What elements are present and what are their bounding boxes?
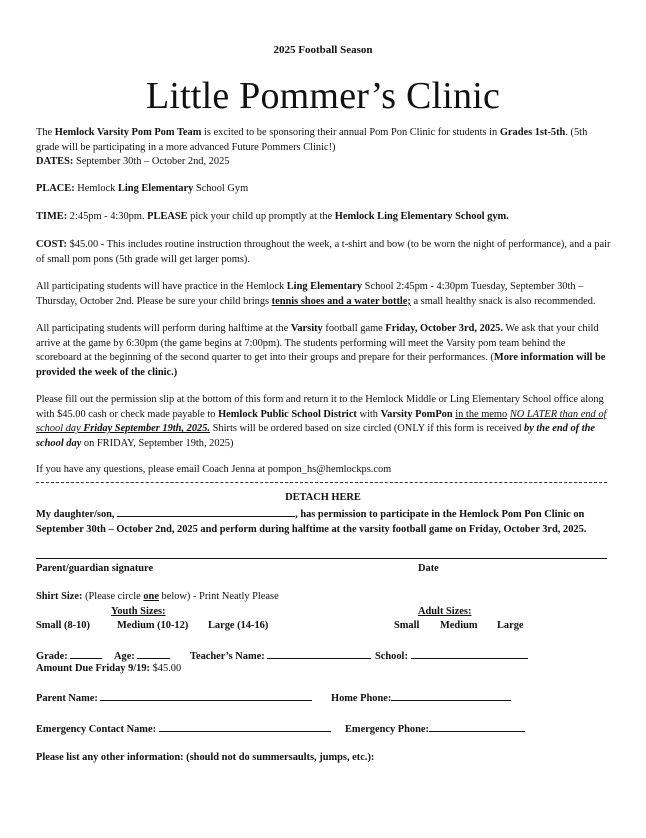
emergency-name-label: Emergency Contact Name: xyxy=(36,724,157,735)
permission-statement xyxy=(36,507,611,537)
emergency-phone-label: Emergency Phone: xyxy=(345,724,429,735)
dates-label: DATES: xyxy=(36,156,74,168)
home-phone-field[interactable] xyxy=(331,691,511,704)
time-label: TIME: xyxy=(36,211,68,222)
payee-text: Hemlock Public School District xyxy=(218,408,357,420)
other-info-label: Please list any other information: (should not do summersaults, jumps, etc.): xyxy=(36,752,375,763)
grade-field[interactable] xyxy=(36,649,102,662)
adult-sizes-label: Adult Sizes: xyxy=(418,606,472,617)
size-adult-small[interactable]: Small xyxy=(394,620,420,631)
age-field[interactable] xyxy=(114,649,170,662)
practice-text: School 2:45pm - 4:30pm Tuesday, September 30th – Thursday, October 2nd. Please be sure your child brings xyxy=(36,281,584,307)
parent-name-field[interactable] xyxy=(36,691,312,704)
place-label: PLACE: xyxy=(36,183,75,194)
bring-items: tennis shoes and a water bottle; xyxy=(271,295,411,307)
intro-text: is excited to be sponsoring their annual Pom Pon Clinic for students in xyxy=(201,127,500,138)
school-label: School: xyxy=(375,651,408,662)
teacher-field[interactable] xyxy=(190,649,371,662)
deadline-date: Friday September 19th, 2025. xyxy=(83,423,211,435)
grade-blank[interactable] xyxy=(70,649,102,659)
emergency-name-blank[interactable] xyxy=(159,722,331,732)
varsity-text: Varsity xyxy=(290,323,323,334)
place-text: Hemlock xyxy=(74,183,118,194)
deadline-note: by the end of the school day xyxy=(36,423,595,449)
home-phone-label: Home Phone: xyxy=(331,693,392,704)
shirt-size-label: Shirt Size: xyxy=(36,591,83,602)
place-text: School Gym xyxy=(193,183,249,194)
place-school: Ling Elementary xyxy=(117,183,194,194)
intro-text: The xyxy=(36,127,55,138)
size-youth-medium[interactable]: Medium (10-12) xyxy=(117,620,189,631)
age-label: Age: xyxy=(114,651,135,662)
signature-line[interactable] xyxy=(36,558,607,559)
detach-divider xyxy=(36,482,607,483)
teacher-label: Teacher’s Name: xyxy=(190,651,265,662)
emergency-phone-blank[interactable] xyxy=(429,722,525,732)
slip-text: with xyxy=(356,408,381,420)
cost-text: $45.00 - This includes routine instruction throughout the week, a t-shirt and bow (to be worn the night of performance), and a pair of small pom pons (5th grade will get larger poms). xyxy=(36,239,611,265)
amount-due xyxy=(36,663,181,674)
time-text: 2:45pm - 4:30pm. xyxy=(67,211,148,222)
perform-paragraph xyxy=(36,322,611,380)
practice-paragraph xyxy=(36,280,611,309)
cost-label: COST: xyxy=(36,239,67,250)
page-title: Little Pommer’s Clinic xyxy=(145,75,501,117)
permission-text: My daughter/son, xyxy=(36,509,118,520)
date-label: Date xyxy=(418,563,439,574)
child-name-field[interactable] xyxy=(117,507,295,517)
practice-text: a small healthy snack is also recommended. xyxy=(410,295,596,307)
more-info-text: More information will be provided the week of the clinic.) xyxy=(36,352,606,378)
size-youth-large[interactable]: Large (14-16) xyxy=(208,620,269,631)
size-youth-small[interactable]: Small (8-10) xyxy=(36,620,90,631)
practice-school: Ling Elementary xyxy=(286,281,363,292)
shirt-instructions: (Please circle xyxy=(82,591,144,602)
signature-label: Parent/guardian signature xyxy=(36,563,154,574)
grade-label: Grade: xyxy=(36,651,68,662)
please-text: PLEASE xyxy=(147,211,188,222)
shirt-instructions: below) - Print Neatly Please xyxy=(158,591,279,602)
dates-value: September 30th – October 2nd, 2025 xyxy=(73,156,230,168)
emergency-phone-field[interactable] xyxy=(345,722,525,735)
team-name: Hemlock Varsity Pom Pom Team xyxy=(54,127,202,138)
amount-label: Amount Due Friday 9/19: xyxy=(36,663,151,674)
deadline-text: NO LATER than end of school day xyxy=(36,408,607,435)
teacher-blank[interactable] xyxy=(267,649,371,659)
practice-text: All participating students will have practice in the Hemlock xyxy=(36,281,287,292)
home-phone-blank[interactable] xyxy=(391,691,511,701)
emergency-name-field[interactable] xyxy=(36,722,331,735)
pickup-place: Hemlock Ling Elementary School gym. xyxy=(334,211,509,222)
parent-name-blank[interactable] xyxy=(100,691,312,701)
cost-paragraph xyxy=(36,238,611,267)
perform-text: We ask that your child arrive at the game by 6:30pm (the game begins at 7:00pm). The students performing will meet the Varsity pom team behind the scoreboard at the beginning of the second quarter to get into their groups and prepare for their performances. ( xyxy=(36,323,599,364)
one-text: one xyxy=(143,591,159,602)
perform-text: football game xyxy=(322,323,386,334)
school-field[interactable] xyxy=(375,649,528,662)
in-memo-text: in the memo xyxy=(455,408,508,420)
memo-text: Varsity PomPon xyxy=(380,408,453,420)
time-text: pick your child up promptly at the xyxy=(187,211,335,222)
youth-sizes-label: Youth Sizes: xyxy=(111,606,166,617)
place-paragraph xyxy=(36,182,611,197)
perform-date: Friday, October 3rd, 2025. xyxy=(385,323,503,334)
season-label: 2025 Football Season xyxy=(273,44,373,56)
parent-name-label: Parent Name: xyxy=(36,693,98,704)
grades-text: Grades 1st-5th xyxy=(499,127,566,138)
size-adult-medium[interactable]: Medium xyxy=(440,620,478,631)
age-blank[interactable] xyxy=(137,649,170,659)
amount-value: $45.00 xyxy=(150,663,182,674)
time-paragraph xyxy=(36,210,611,225)
slip-text: Shirts will be ordered based on size circled (ONLY if this form is received xyxy=(210,423,524,435)
contact-line: If you have any questions, please email Coach Jenna at pompon_hs@hemlockps.com xyxy=(36,464,392,475)
perform-text: All participating students will perform during halftime at the xyxy=(36,323,291,334)
slip-text: Please fill out the permission slip at the bottom of this form and return it to the Hemlock Middle or Ling Elementary School office along with $45.00 cash or check made payable to xyxy=(36,394,604,420)
slip-paragraph xyxy=(36,393,611,451)
intro-text: . (5th grade will be participating in a more advanced Future Pommers Clinic!) xyxy=(36,127,588,153)
permission-text: , has permission to participate in the Hemlock Pom Pon Clinic on September 30th – October 2nd, 2025 and perform during halftime at the varsity football game on Friday, October 3rd, 2025. xyxy=(36,509,587,535)
shirt-size-row xyxy=(36,591,279,602)
detach-label: DETACH HERE xyxy=(285,492,361,503)
intro-paragraph xyxy=(36,126,611,170)
size-adult-large[interactable]: Large xyxy=(497,620,524,631)
slip-text: on FRIDAY, September 19th, 2025) xyxy=(81,437,234,449)
school-blank[interactable] xyxy=(411,649,528,659)
